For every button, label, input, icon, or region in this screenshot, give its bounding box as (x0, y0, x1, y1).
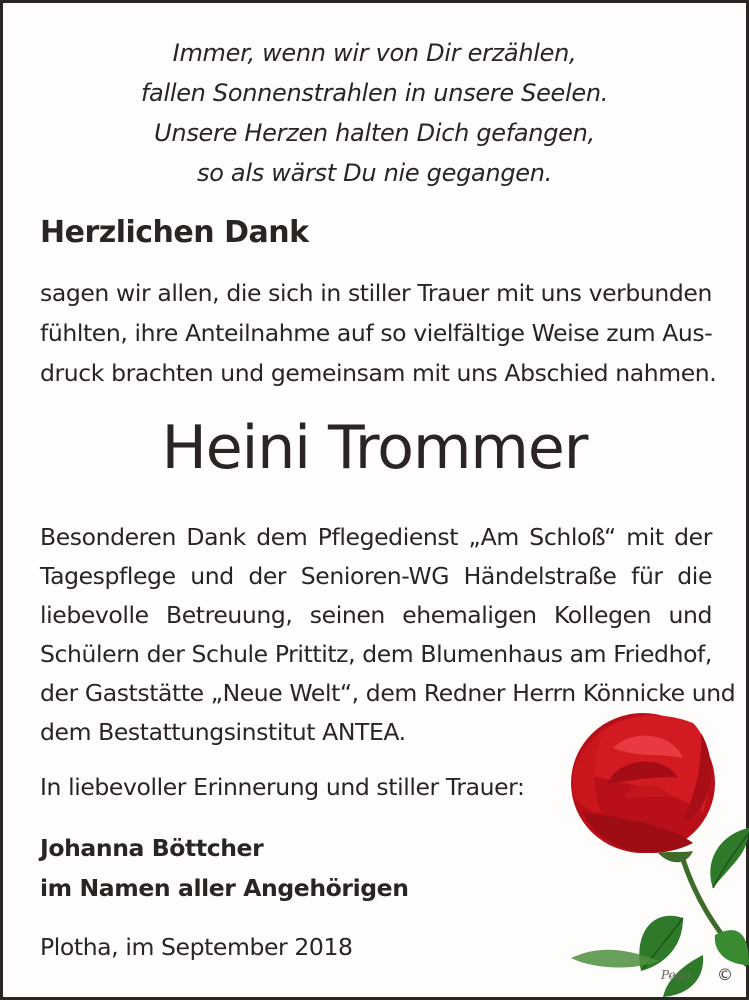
rose-image (563, 703, 749, 999)
signature-name: Johanna Böttcher (40, 834, 264, 862)
thanks-line: sagen wir allen, die sich in stiller Trauer mit uns verbunden (40, 279, 712, 307)
rose-leaf (715, 930, 749, 965)
thanks-line: druck brachten und gemeinsam mit uns Abschied nahmen. (40, 359, 717, 387)
special-thanks-line: liebevolle Betreuung, seinen ehemaligen Kollegen und (40, 601, 712, 629)
poem (3, 33, 746, 193)
special-thanks-line: dem Bestattungsinstitut ANTEA. (40, 718, 406, 746)
signature-note: im Namen aller Angehörigen (40, 874, 409, 902)
thanks-paragraph (40, 273, 717, 393)
special-thanks-line: Schülern der Schule Prittitz, dem Blumenhaus am Friedhof, (40, 640, 712, 668)
copyright-icon: © (717, 965, 733, 984)
special-thanks-line: Besonderen Dank dem Pflegedienst „Am Schloß“ mit der (40, 523, 712, 551)
poem-line: Unsere Herzen halten Dich gefangen, (154, 119, 595, 147)
memory-line: In liebevoller Erinnerung und stiller Trauer: (40, 773, 525, 801)
special-thanks-line: der Gaststätte „Neue Welt“, dem Redner Herrn Könnicke und (40, 679, 736, 707)
thanks-heading: Herzlichen Dank (40, 215, 309, 250)
special-thanks-line: Tagespflege und der Senioren-WG Händelstraße für die (40, 562, 712, 590)
poem-line: fallen Sonnenstrahlen in unsere Seelen. (140, 79, 609, 107)
thanks-line: fühlten, ihre Anteilnahme auf so vielfältige Weise zum Aus- (40, 319, 713, 347)
poem-line: so als wärst Du nie gegangen. (197, 159, 552, 187)
place-date: Plotha, im September 2018 (40, 933, 353, 961)
image-credit: Pedo (661, 968, 691, 982)
signature (40, 828, 409, 908)
poem-line: Immer, wenn wir von Dir erzählen, (172, 39, 577, 67)
rose-leaf (710, 828, 749, 888)
deceased-name: Heini Trommer (161, 413, 588, 483)
